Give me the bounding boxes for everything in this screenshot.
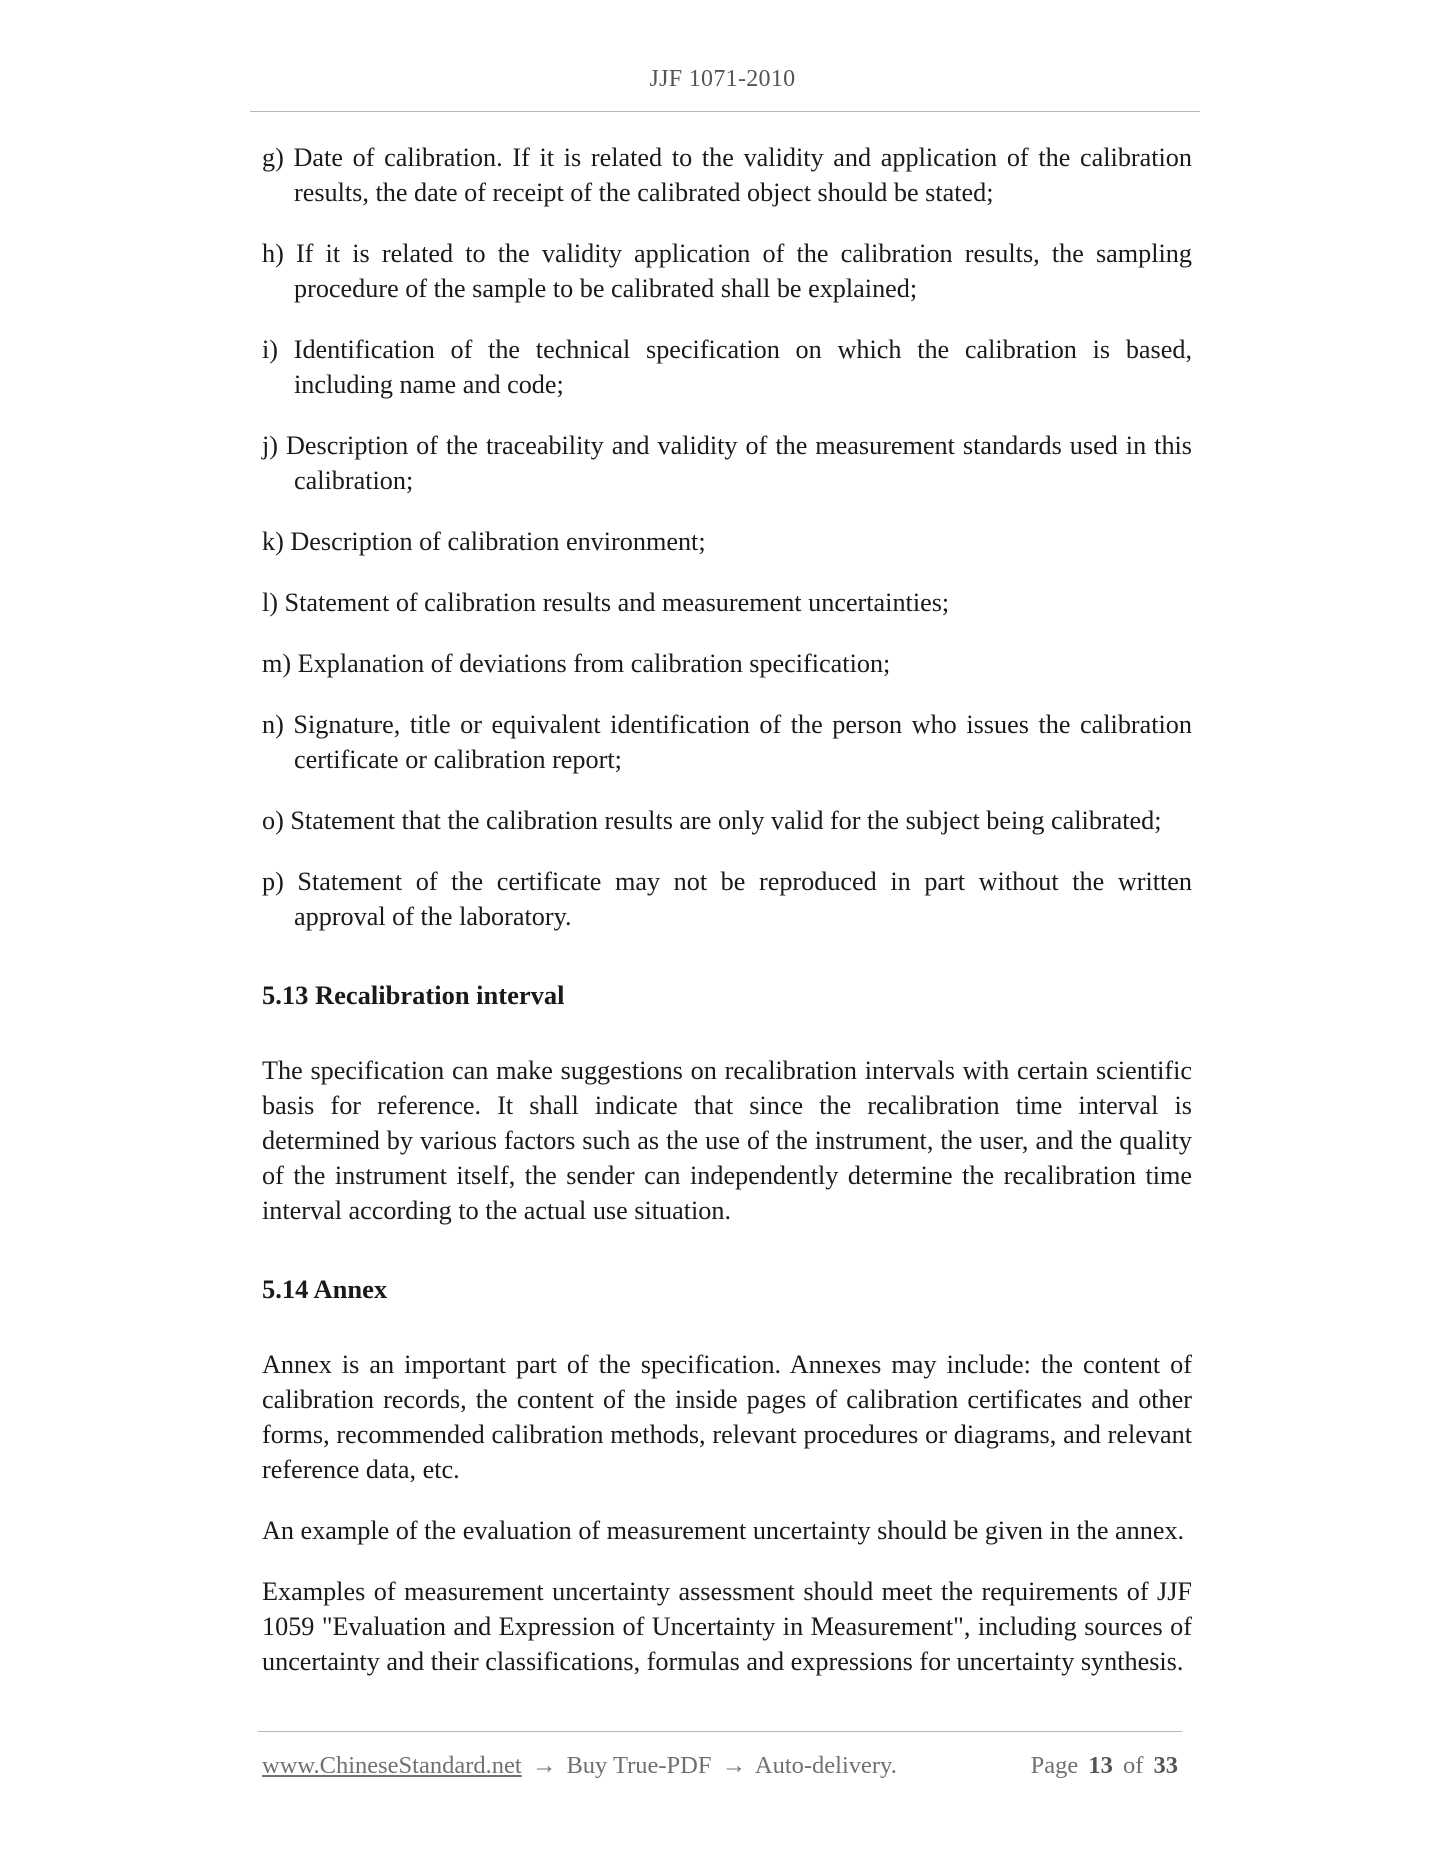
list-item-i: i) Identification of the technical specification on which the calibration is based, including name and code; bbox=[262, 335, 1192, 399]
header-divider bbox=[250, 111, 1200, 112]
list-item-p: p) Statement of the certificate may not be reproduced in part without the written approval of the laboratory. bbox=[262, 867, 1192, 931]
list-item-l: l) Statement of calibration results and measurement uncertainties; bbox=[262, 588, 950, 617]
footer-buy-text: Buy True-PDF bbox=[566, 1752, 712, 1779]
arrow-right-icon: → bbox=[721, 1752, 747, 1779]
section-5-14-paragraph-1: Annex is an important part of the specification. Annexes may include: the content of calibration records, the content of the inside pages of calibration certificates and other forms, recommended calibration methods, relevant procedures or diagrams, and relevant reference data, etc. bbox=[262, 1350, 1192, 1484]
list-item-h: h) If it is related to the validity application of the calibration results, the sampling procedure of the sample to be calibrated shall be explained; bbox=[262, 239, 1192, 303]
of-label: of bbox=[1122, 1752, 1144, 1779]
footer-website-link[interactable]: www.ChineseStandard.net bbox=[262, 1752, 522, 1779]
current-page-number: 13 bbox=[1088, 1752, 1113, 1779]
page-label: Page bbox=[1030, 1752, 1079, 1779]
list-item-o: o) Statement that the calibration results are only valid for the subject being calibrated; bbox=[262, 806, 1162, 835]
section-heading-5-14: 5.14 Annex bbox=[262, 1274, 388, 1304]
list-item-n: n) Signature, title or equivalent identification of the person who issues the calibration certificate or calibration report; bbox=[262, 710, 1192, 774]
section-5-14-paragraph-3: Examples of measurement uncertainty assessment should meet the requirements of JJF 1059 "Evaluation and Expression of Uncertainty in Measurement", including sources of uncertainty and their classifications, formulas and expressions for uncertainty synthesis. bbox=[262, 1577, 1192, 1676]
list-item-j: j) Description of the traceability and validity of the measurement standards used in this calibration; bbox=[262, 431, 1192, 495]
page-indicator bbox=[1031, 1752, 1182, 1780]
page-header-title: JJF 1071-2010 bbox=[649, 66, 796, 92]
arrow-right-icon: → bbox=[531, 1752, 557, 1779]
list-item-g: g) Date of calibration. If it is related to the validity and application of the calibration results, the date of receipt of the calibrated object should be stated; bbox=[262, 143, 1192, 207]
document-body bbox=[262, 140, 1192, 1705]
section-5-14-paragraph-2: An example of the evaluation of measurement uncertainty should be given in the annex. bbox=[262, 1516, 1185, 1545]
footer-delivery-text: Auto-delivery. bbox=[754, 1752, 897, 1779]
section-heading-5-13: 5.13 Recalibration interval bbox=[262, 980, 565, 1010]
total-pages-number: 33 bbox=[1153, 1752, 1178, 1779]
footer-divider bbox=[258, 1731, 1182, 1732]
footer-promo bbox=[262, 1752, 897, 1780]
section-5-13-paragraph: The specification can make suggestions on recalibration intervals with certain scientific basis for reference. It shall indicate that since the recalibration time interval is determined by various factors such as the use of the instrument, the user, and the quality of the instrument itself, the sender can independently determine the recalibration time interval according to the actual use situation. bbox=[262, 1056, 1192, 1225]
list-item-m: m) Explanation of deviations from calibration specification; bbox=[262, 649, 891, 678]
list-item-k: k) Description of calibration environment; bbox=[262, 527, 706, 556]
page-footer bbox=[262, 1752, 1182, 1786]
